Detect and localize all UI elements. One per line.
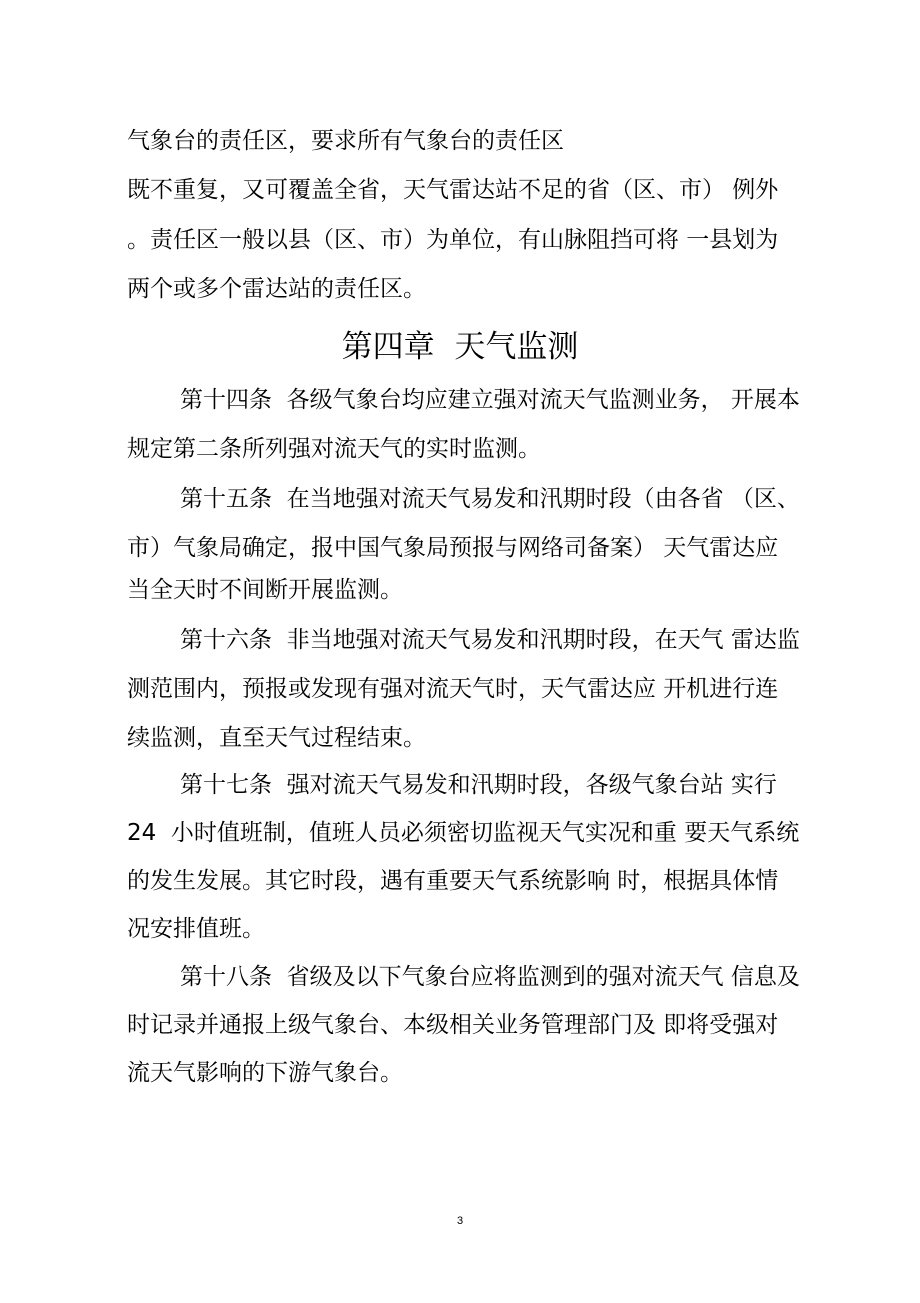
body-line: 两个或多个雷达站的责任区。 [127,276,426,302]
article-17-line-3: 的发生发展。其它时段，遇有重要天气系统影响 时，根据具体情 [127,868,779,894]
article-16-line-3: 续监测，直至天气过程结束。 [127,725,426,751]
chapter-heading: 第四章 天气监测 [341,329,579,365]
article-15-line-3: 当全天时不间断开展监测。 [127,577,403,603]
article-18-line-3: 流天气影响的下游气象台。 [127,1060,403,1086]
article-16-line-2: 测范围内，预报或发现有强对流天气时，天气雷达应 开机进行连 [127,676,779,702]
article-16-line-1: 第十六条 非当地强对流天气易发和汛期时段，在天气 雷达监 [180,627,800,653]
body-line: 既不重复，又可覆盖全省，天气雷达站不足的省（区、市） 例外 [127,177,779,203]
article-17-line-2: 24 小时值班制，值班人员必须密切监视天气实况和重 要天气系统 [127,820,800,846]
article-14-line-1: 第十四条 各级气象台均应建立强对流天气监测业务， 开展本 [180,387,800,413]
body-line: 气象台的责任区，要求所有气象台的责任区 [127,128,564,154]
article-17-line-1: 第十七条 强对流天气易发和汛期时段，各级气象台站 实行 [180,772,777,798]
page-number: 3 [456,1215,464,1227]
article-17-line-4: 况安排值班。 [127,916,265,942]
article-15-line-1: 第十五条 在当地强对流天气易发和汛期时段（由各省 （区、 [180,486,800,512]
body-line: 。责任区一般以县（区、市）为单位，有山脉阻挡可将 一县划为 [127,227,779,253]
article-14-line-2: 规定第二条所列强对流天气的实时监测。 [127,436,541,462]
article-15-line-2: 市）气象局确定，报中国气象局预报与网络司备案） 天气雷达应 [127,535,779,561]
article-18-line-2: 时记录并通报上级气象台、本级相关业务管理部门及 即将受强对 [127,1012,779,1038]
article-18-line-1: 第十八条 省级及以下气象台应将监测到的强对流天气 信息及 [180,964,800,990]
